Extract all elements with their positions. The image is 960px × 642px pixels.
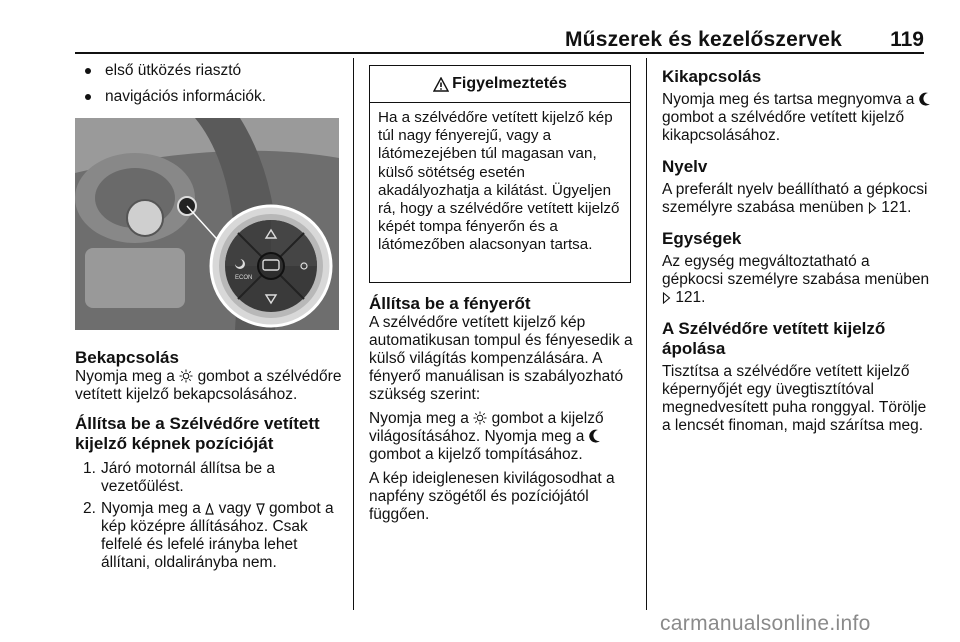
- hud-controls-figure: [75, 118, 339, 330]
- moon-icon: [919, 92, 931, 106]
- warning-header: [370, 66, 630, 103]
- paragraph: A szélvédőre vetített kijelző kép automatikusan tompul és fényesedik a külső világítás kompenzálására. A fényerő manuálisan is szabályozható szükség szerint:: [369, 314, 633, 403]
- paragraph: Nyomja meg a gombot a kijelző világosításához. Nyomja meg a gombot a kijelző tompításához.: [369, 410, 604, 463]
- paragraph: A preferált nyelv beállítható a gépkocsi személyre szabása menüben 121.: [662, 181, 928, 216]
- section-heading: Egységek: [662, 229, 742, 248]
- section-heading: Bekapcsolás: [75, 348, 179, 367]
- step-item: 2. Nyomja meg a vagy gombot a kép középre állításához. Csak felfelé és lefelé irányba lehet állítani, oldalirányba nem.: [83, 500, 334, 571]
- section-heading: Állítsa be a Szélvédőre vetített kijelző képnek pozícióját: [75, 414, 320, 453]
- step-item: 1. Járó motornál állítsa be a vezetőülést.: [83, 460, 276, 495]
- econ-label: ECON: [235, 275, 253, 281]
- column-1: [75, 62, 343, 114]
- arrow-down-icon: [256, 503, 265, 515]
- paragraph: Az egység megváltoztatható a gépkocsi személyre szabása menüben 121.: [662, 253, 930, 306]
- page-reference-icon: [662, 292, 671, 304]
- paragraph: A kép ideiglenesen kivilágosodhat a napfény szögétől és pozíciójától függően.: [369, 470, 615, 523]
- page-reference-icon: [868, 202, 877, 214]
- watermark: carmanualsonline.info: [660, 612, 871, 635]
- sun-icon: [179, 369, 193, 383]
- column-2-lower: [369, 294, 635, 524]
- warning-box: [369, 65, 631, 283]
- bullet-item: navigációs információk.: [75, 88, 343, 106]
- column-1-lower: [75, 348, 347, 576]
- warning-title: Figyelmeztetés: [452, 75, 567, 92]
- bullet-list: [75, 62, 343, 106]
- paragraph: Tisztítsa a szélvédőre vetített kijelző képernyőjét egy üvegtisztítóval megnedvesített puha ronggyal. Törölje a lencsét finoman, majd szárítsa meg.: [662, 363, 927, 434]
- column-divider-1: [353, 58, 354, 610]
- warning-icon: [433, 77, 449, 92]
- arrow-up-icon: [205, 503, 214, 515]
- paragraph: Nyomja meg a gombot a szélvédőre vetített kijelző bekapcsolásához.: [75, 368, 342, 403]
- section-heading: Állítsa be a fényerőt: [369, 294, 531, 313]
- column-divider-2: [646, 58, 647, 610]
- numbered-steps: [75, 460, 347, 572]
- paragraph: Nyomja meg és tartsa megnyomva a gombot a szélvédőre vetített kijelző kikapcsolásához.: [662, 91, 934, 145]
- page-header-title: Műszerek és kezelőszervek: [564, 28, 842, 51]
- section-heading: Kikapcsolás: [662, 67, 762, 86]
- section-heading: A Szélvédőre vetített kijelző ápolása: [662, 319, 886, 358]
- header-divider: [75, 52, 924, 54]
- section-heading: Nyelv: [662, 157, 708, 176]
- dashboard-illustration: [75, 118, 339, 330]
- page-number: 119: [890, 28, 924, 51]
- sun-icon: [473, 411, 487, 425]
- column-3: [662, 67, 934, 435]
- bullet-item: első ütközés riasztó: [75, 62, 343, 80]
- moon-icon: [589, 429, 601, 443]
- warning-text: Ha a szélvédőre vetített kijelző kép túl nagy fényerejű, vagy a látómezejében túl magasan van, külső sötétség esetén akadályozhatja a kilátást. Ügyeljen rá, hogy a szélvédőre vetített kijelző képét tompa fényerőn és a látómezőben alacsonyan tartsa.: [378, 109, 620, 254]
